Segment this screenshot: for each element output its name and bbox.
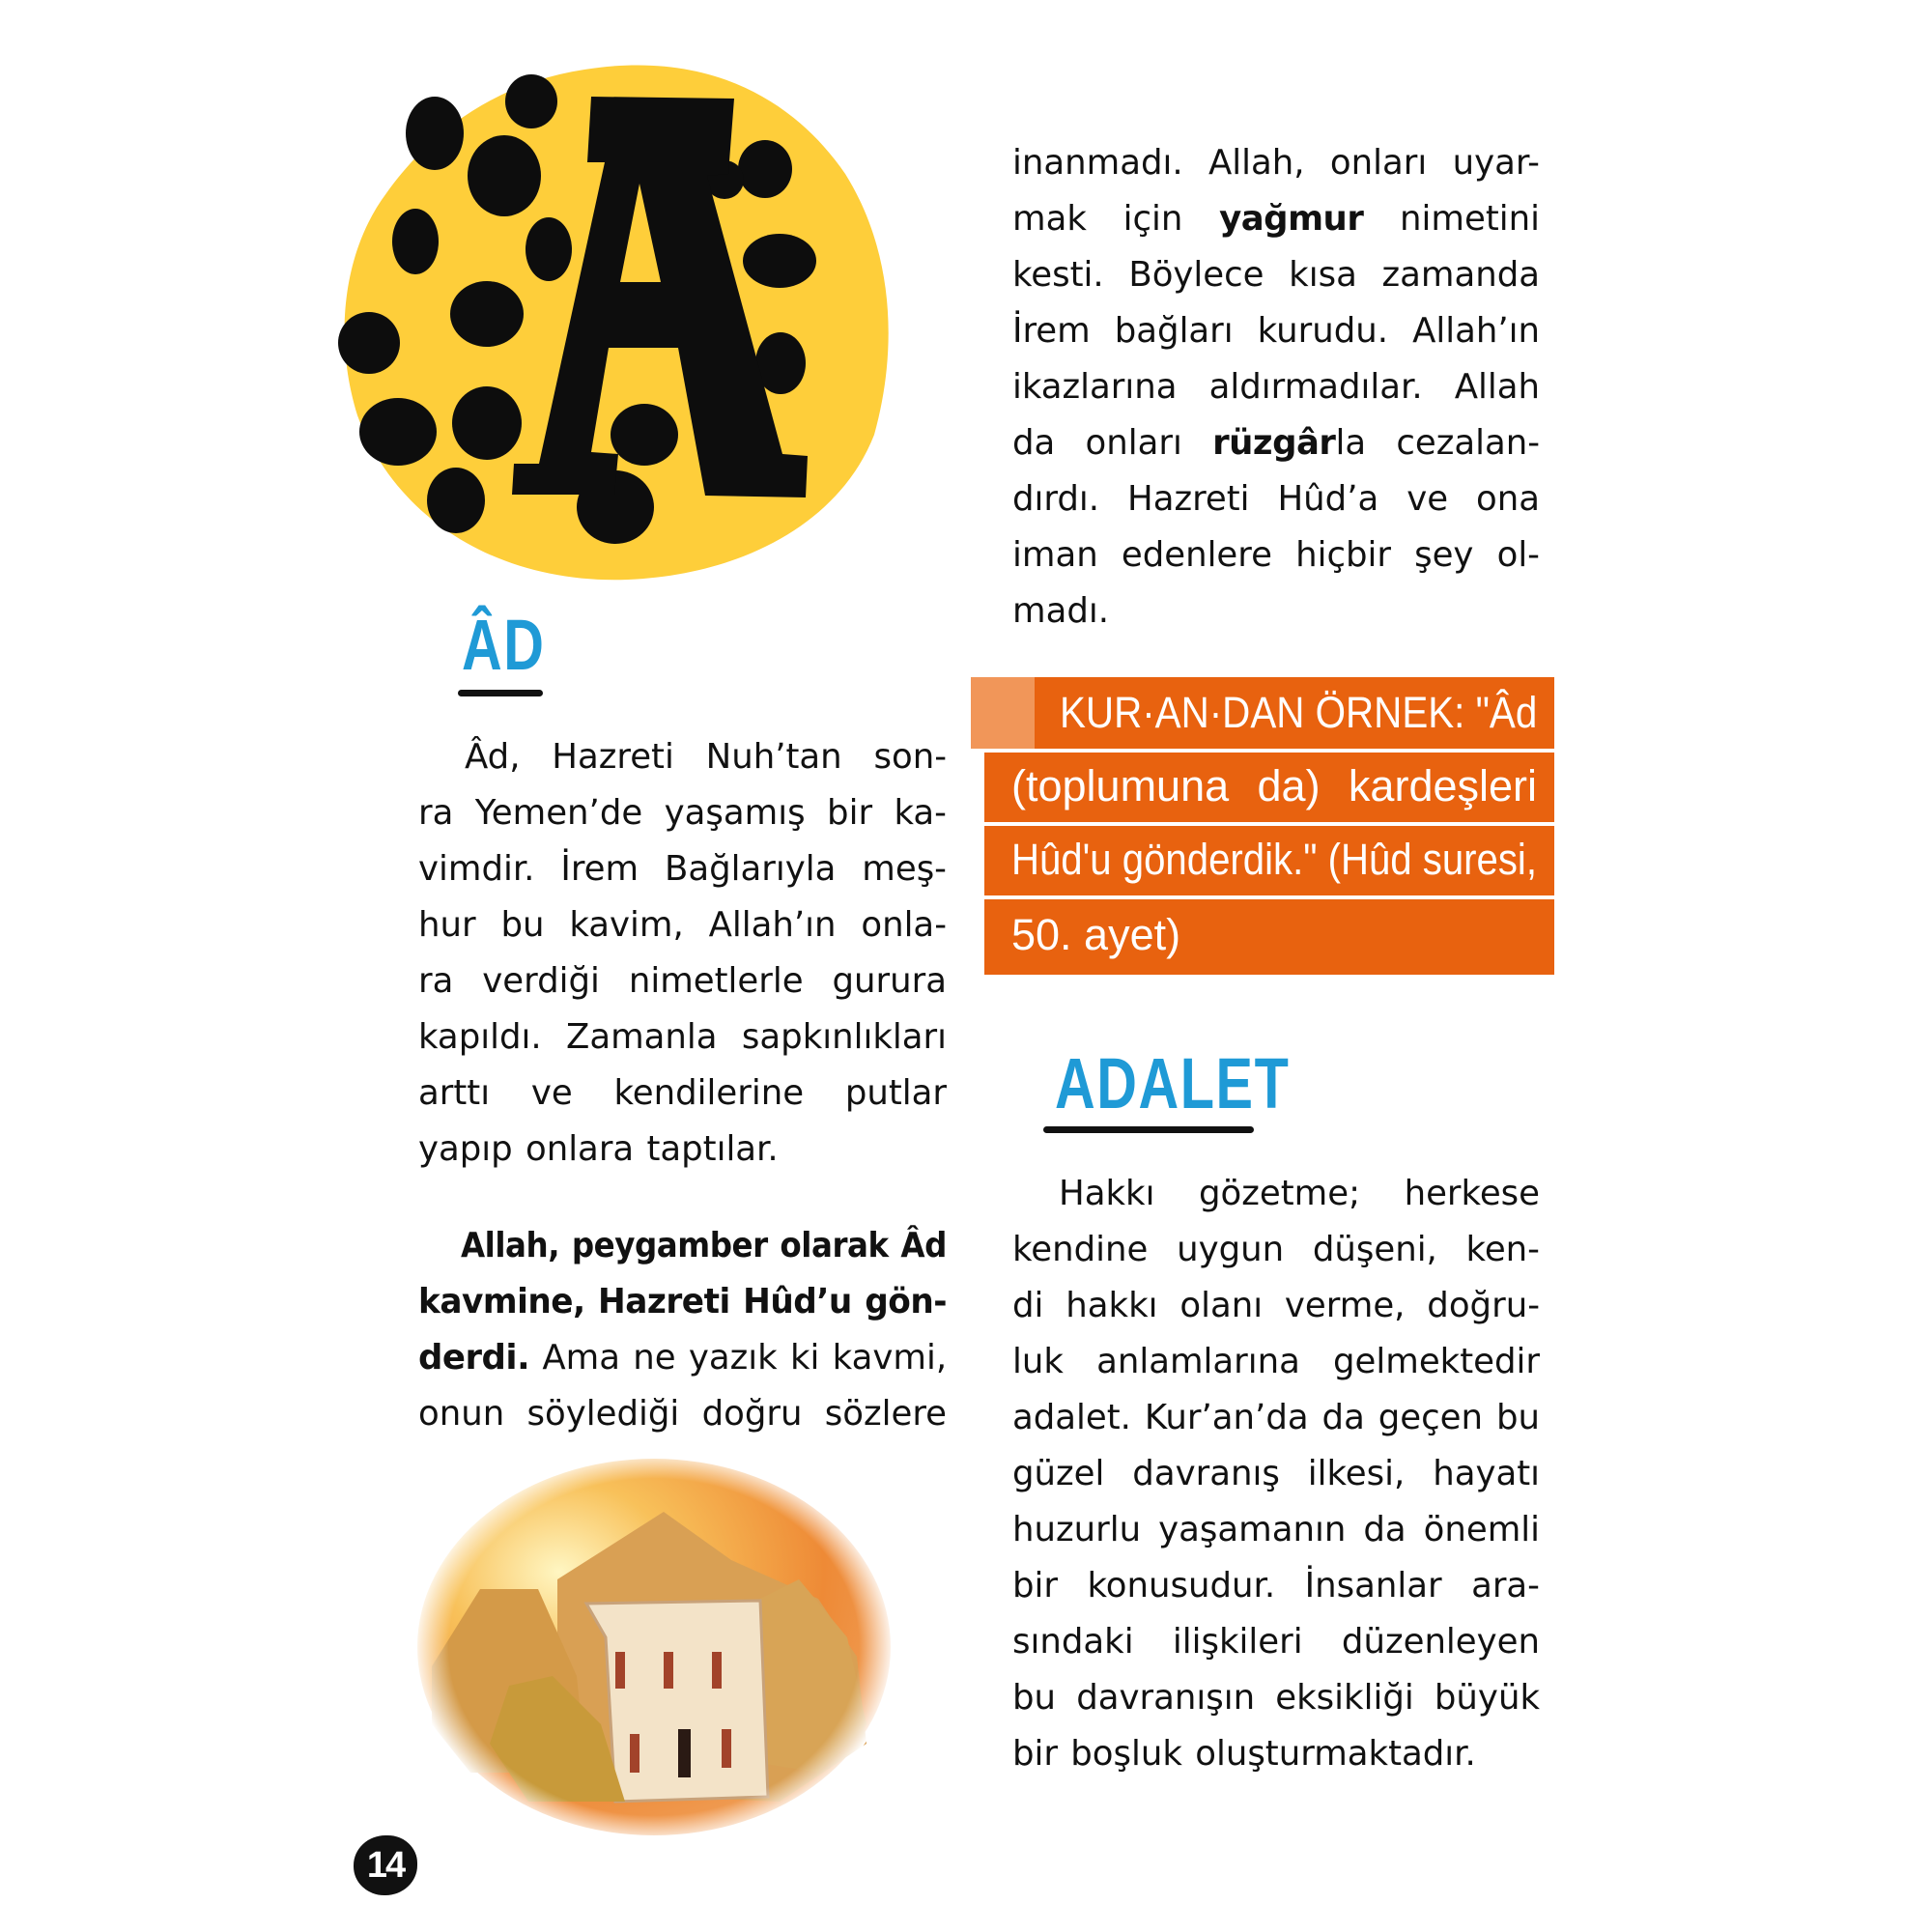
text-line: onun söylediği doğru sözlere — [418, 1394, 947, 1434]
text-line: ikazlarına aldırmadılar. Allah — [1012, 367, 1540, 407]
text-line: İrem bağları kurudu. Allah’ın — [1012, 311, 1540, 351]
bold-text: derdi. — [418, 1338, 530, 1378]
text-line — [418, 1330, 947, 1386]
text-line: yapıp onlara taptılar. — [418, 1129, 779, 1169]
text-line: Âd, Hazreti Nuh’tan son- — [465, 737, 947, 777]
text-line: bir boşluk oluşturmaktadır. — [1012, 1734, 1476, 1774]
page-number: 14 — [354, 1835, 417, 1895]
text-line: güzel davranış ilkesi, hayatı — [1012, 1454, 1540, 1493]
quote-line: Hûd'u gönderdik." (Hûd suresi, — [1011, 835, 1538, 884]
quote-line: (toplumuna da) kardeşleri — [1011, 761, 1537, 810]
text-line: arttı ve kendilerine putlar — [418, 1073, 947, 1113]
text-line: Hakkı gözetme; herkese — [1059, 1174, 1540, 1213]
letter-a-illustration — [338, 58, 918, 599]
bold-text: rüzgâr — [1212, 423, 1336, 463]
text-line: huzurlu yaşamanın da önemli — [1012, 1510, 1540, 1549]
heading-underline — [1043, 1126, 1254, 1133]
text-line — [1012, 415, 1540, 471]
text-line: ra verdiği nimetlerle gurura — [418, 961, 947, 1001]
heading-underline — [458, 690, 543, 696]
bold-text: kavmine, Hazreti Hûd’u gön- — [418, 1282, 948, 1321]
text-line: inanmadı. Allah, onları uyar- — [1012, 143, 1540, 183]
bold-text: Allah, peygamber olarak Âd — [460, 1226, 947, 1265]
text-line: ra Yemen’de yaşamış bir ka- — [418, 793, 947, 833]
adalet-paragraph — [1012, 1166, 1540, 1782]
irem-ruins-illustration — [412, 1454, 895, 1845]
text-line: hur bu kavim, Allah’ın onla- — [418, 905, 947, 945]
text-line: bir konusudur. İnsanlar ara- — [1012, 1566, 1540, 1605]
ad-continuation — [1012, 135, 1540, 639]
ad-paragraph-2 — [418, 1218, 947, 1442]
text-run: mak için — [1012, 199, 1220, 239]
text-run: nimetini — [1363, 199, 1540, 239]
text-line: bu davranışın eksikliği büyük — [1012, 1678, 1540, 1718]
text-line: di hakkı olanı verme, doğru- — [1012, 1286, 1540, 1325]
entry-heading-adalet: ADALET — [1055, 1043, 1291, 1123]
text-line: kendine uygun düşeni, ken- — [1012, 1230, 1540, 1269]
text-line — [418, 1274, 948, 1330]
text-run: Ama ne yazık ki kavmi, — [529, 1338, 948, 1378]
text-line: vimdir. İrem Bağlarıyla meş- — [418, 849, 947, 889]
bold-text: yağmur — [1219, 199, 1364, 239]
text-run: da onları — [1012, 423, 1213, 463]
ad-paragraph-1 — [418, 729, 947, 1178]
text-line — [418, 1218, 947, 1274]
text-line: dırdı. Hazreti Hûd’a ve ona — [1012, 479, 1540, 519]
vignette — [412, 1454, 895, 1845]
text-line: sındaki ilişkileri düzenleyen — [1012, 1622, 1540, 1662]
text-line: luk anlamlarına gelmektedir — [1012, 1342, 1540, 1381]
text-line: kesti. Böylece kısa zamanda — [1012, 255, 1540, 295]
text-run: la cezalan- — [1335, 423, 1541, 463]
text-line: iman edenlere hiçbir şey ol- — [1012, 535, 1540, 575]
quote-line: 50. ayet) — [1011, 910, 1181, 959]
quote-tab — [971, 677, 1035, 749]
text-line: kapıldı. Zamanla sapkınlıkları — [418, 1017, 947, 1057]
quote-line: KUR·AN·DAN ÖRNEK: "Âd — [1060, 688, 1538, 737]
text-line: adalet. Kur’an’da da geçen bu — [1012, 1398, 1540, 1437]
text-line — [1012, 191, 1540, 247]
quran-quote-box — [971, 675, 1562, 977]
text-line: madı. — [1012, 591, 1110, 631]
entry-heading-ad: ÂD — [462, 605, 546, 685]
